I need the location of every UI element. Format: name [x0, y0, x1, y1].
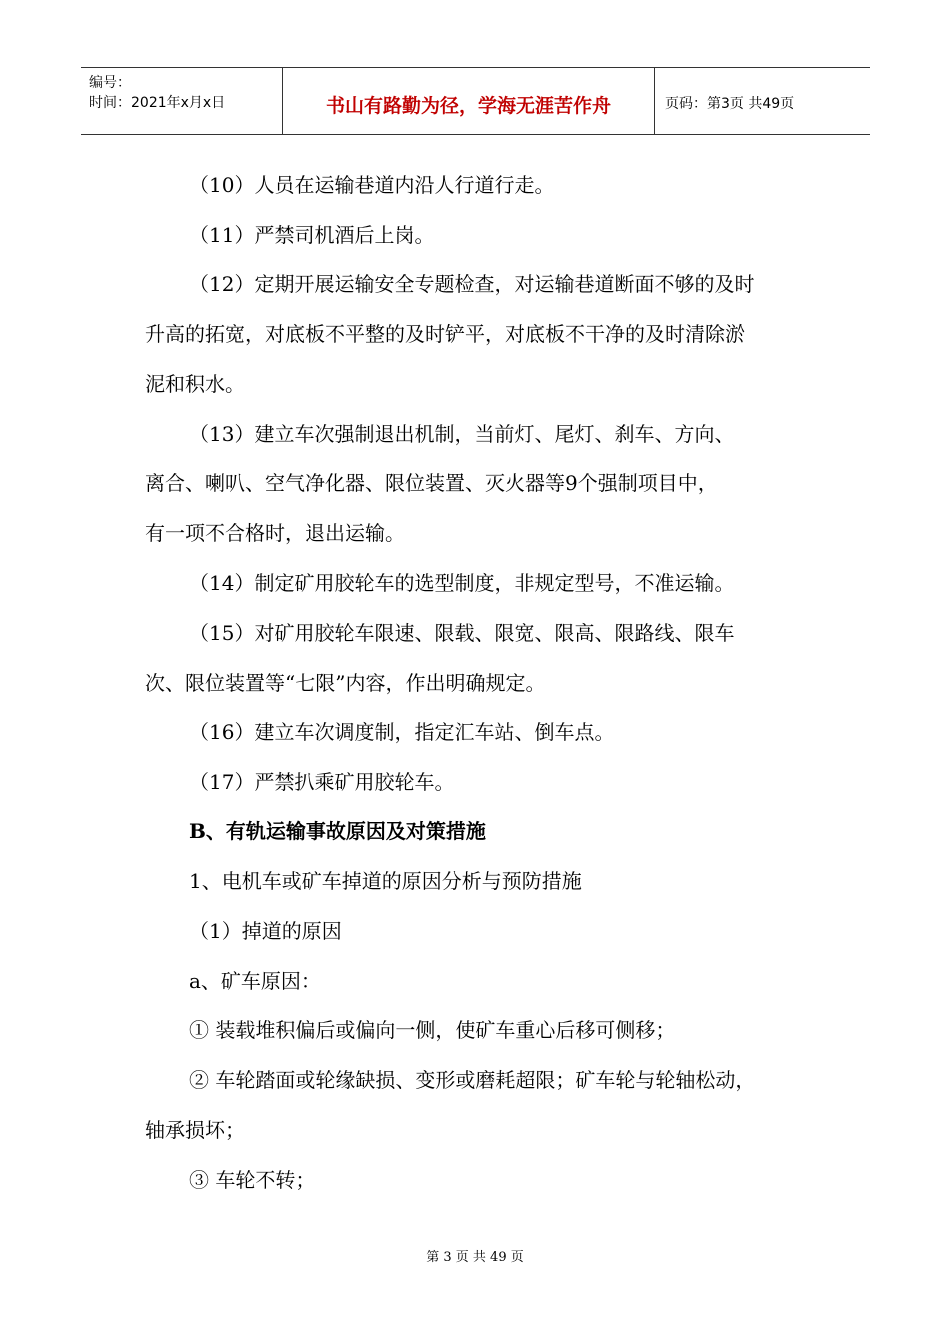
paragraph-line: （15）对矿用胶轮车限速、限载、限宽、限高、限路线、限车	[189, 621, 735, 645]
subsection-heading: 1、电机车或矿车掉道的原因分析与预防措施	[189, 869, 582, 893]
paragraph-line: ① 装载堆积偏后或偏向一侧，使矿车重心后移可侧移；	[189, 1018, 676, 1042]
paragraph-line: 离合、喇叭、空气净化器、限位装置、灭火器等9个强制项目中，	[145, 471, 718, 495]
document-time-label: 时间：2021年x月x日	[89, 95, 226, 111]
paragraph-line: （13）建立车次强制退出机制，当前灯、尾灯、刹车、方向、	[189, 422, 735, 446]
page-header	[81, 67, 870, 135]
paragraph-line: （16）建立车次调度制，指定汇车站、倒车点。	[189, 720, 615, 744]
paragraph-line: （11）严禁司机酒后上岗。	[189, 223, 435, 247]
paragraph-line: （12）定期开展运输安全专题检查，对运输巷道断面不够的及时	[189, 272, 755, 296]
document-number-label: 编号：	[89, 75, 131, 91]
header-page-info: 页码：第3页 共49页	[665, 96, 795, 112]
paragraph-line: 升高的拓宽，对底板不平整的及时铲平，对底板不干净的及时清除淤	[145, 322, 745, 346]
paragraph-line: 有一项不合格时，退出运输。	[145, 521, 405, 545]
page-footer: 第 3 页 共 49 页	[426, 1250, 524, 1265]
paragraph-line: ③ 车轮不转；	[189, 1168, 316, 1192]
header-meta-cell	[81, 68, 283, 134]
paragraph-line: a、矿车原因：	[189, 969, 321, 993]
paragraph-line: 次、限位装置等“七限”内容，作出明确规定。	[145, 671, 546, 695]
section-heading: B、有轨运输事故原因及对策措施	[189, 819, 486, 843]
paragraph-line: 轴承损坏；	[145, 1118, 245, 1142]
paragraph-line: （17）严禁扒乘矿用胶轮车。	[189, 770, 455, 794]
header-motto-cell	[283, 68, 655, 134]
header-page-cell	[655, 68, 870, 134]
paragraph-line: 泥和积水。	[145, 372, 245, 396]
paragraph-line: （1）掉道的原因	[189, 919, 342, 943]
paragraph-line: ② 车轮踏面或轮缘缺损、变形或磨耗超限；矿车轮与轮轴松动，	[189, 1068, 756, 1092]
paragraph-line: （10）人员在运输巷道内沿人行道行走。	[189, 173, 555, 197]
header-motto: 书山有路勤为径，学海无涯苦作舟	[325, 95, 611, 117]
paragraph-line: （14）制定矿用胶轮车的选型制度，非规定型号，不准运输。	[189, 571, 735, 595]
